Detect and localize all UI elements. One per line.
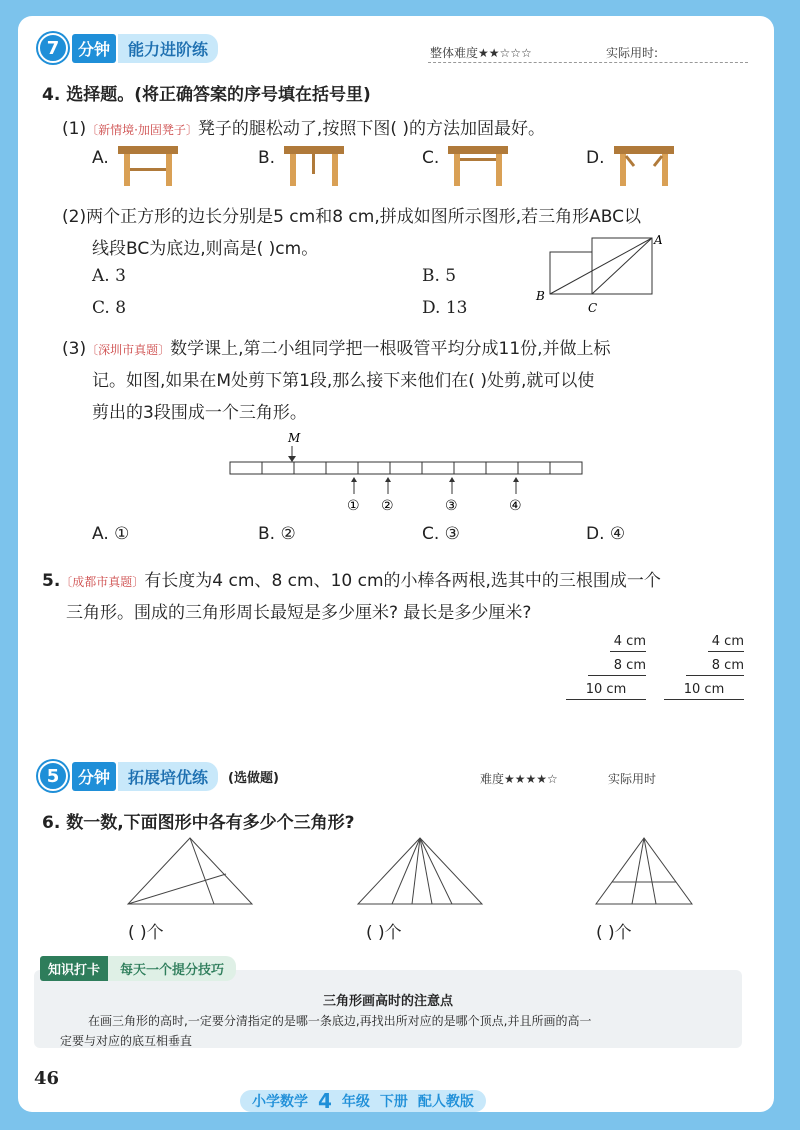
- q4-3-option-a[interactable]: A. ①: [92, 524, 130, 544]
- q4-3-option-d[interactable]: D. ④: [586, 524, 626, 544]
- straw-figure: [226, 428, 586, 514]
- section-title: 能力进阶练: [118, 34, 218, 63]
- q4-2-option-a[interactable]: A. 3: [92, 266, 126, 286]
- triangle-figure-1: [126, 836, 256, 908]
- question-5-line1: 5.〔成都市真题〕有长度为4 cm、8 cm、10 cm的小棒各两根,选其中的三根围成一个: [42, 571, 661, 591]
- mark-4: ④: [509, 498, 522, 514]
- q4-3-option-b[interactable]: B. ②: [258, 524, 296, 544]
- q4-2-option-b[interactable]: B. 5: [422, 266, 457, 286]
- grade-number: 4: [318, 1089, 332, 1113]
- q4-3-option-c[interactable]: C. ③: [422, 524, 460, 544]
- grade-unit: 年级: [341, 1094, 370, 1110]
- q4-3-line2: 记。如图,如果在M处剪下第1段,那么接下来他们在( )处剪,就可以使: [92, 371, 595, 391]
- tip-line1: 在画三角形的高时,一定要分清指定的是哪一条底边,再找出所对应的是哪个顶点,并且所画的高一: [88, 1014, 592, 1028]
- section-title: 拓展培优练: [118, 762, 218, 791]
- mark-3: ③: [445, 498, 458, 514]
- optional-note: (选做题): [228, 770, 279, 786]
- difficulty-rating: 难度★★★★☆: [480, 772, 558, 786]
- minutes-unit: 分钟: [72, 762, 116, 791]
- time-used-label: 实际用时: [608, 772, 657, 786]
- mark-2: ②: [381, 498, 394, 514]
- q4-2-option-c[interactable]: C. 8: [92, 298, 127, 318]
- source-tag: 〔新情境·加固凳子〕: [86, 123, 198, 137]
- q4-1-option-b[interactable]: B.: [258, 148, 276, 168]
- point-c-label: C: [588, 301, 598, 315]
- stick-4cm: 4 cm: [708, 634, 744, 652]
- stick-10cm: 10 cm: [664, 676, 744, 700]
- divider: [428, 62, 748, 63]
- answer-blank-1[interactable]: ( )个: [128, 923, 164, 943]
- stick-set-1: [566, 634, 646, 700]
- subject-label: 小学数学: [252, 1094, 308, 1110]
- question-6-title: 6. 数一数,下面图形中各有多少个三角形?: [42, 813, 355, 833]
- q4-2-line2: 线段BC为底边,则高是( )cm。: [92, 239, 319, 259]
- stick-4cm: 4 cm: [610, 634, 646, 652]
- tip-header: [40, 956, 236, 980]
- question-5-line2: 三角形。围成的三角形周长最短是多少厘米? 最长是多少厘米?: [66, 603, 532, 623]
- point-b-label: B: [536, 289, 545, 303]
- term-label: 下册: [379, 1094, 408, 1110]
- minutes-number: 5: [38, 761, 68, 791]
- minutes-unit: 分钟: [72, 34, 116, 63]
- book-info-bar: [240, 1090, 486, 1112]
- question-4-title: 4. 选择题。(将正确答案的序号填在括号里): [42, 85, 371, 105]
- stool-figure-d: [614, 142, 676, 188]
- q4-2-option-d[interactable]: D. 13: [422, 298, 468, 318]
- q4-2-line1: (2)两个正方形的边长分别是5 cm和8 cm,拼成如图所示图形,若三角形ABC以: [62, 207, 642, 227]
- q4-1-option-d[interactable]: D.: [586, 148, 605, 168]
- section-header-1: [38, 34, 218, 62]
- page-number: 46: [34, 1068, 60, 1089]
- stool-figure-c: [448, 142, 510, 188]
- source-tag: 〔成都市真题〕: [60, 575, 145, 589]
- q4-1-option-a[interactable]: A.: [92, 148, 109, 168]
- stool-figure-a: [118, 142, 180, 188]
- mark-1: ①: [347, 498, 360, 514]
- tip-subtitle: 每天一个提分技巧: [108, 956, 236, 981]
- tip-line2: 定要与对应的底互相垂直: [60, 1034, 193, 1048]
- difficulty-rating: 整体难度★★☆☆☆: [430, 46, 532, 60]
- cut-point-m-label: M: [288, 431, 301, 445]
- time-used-label: 实际用时:: [606, 46, 659, 60]
- minutes-number: 7: [38, 33, 68, 63]
- two-squares-figure: [530, 230, 670, 320]
- source-tag: 〔深圳市真题〕: [86, 343, 171, 357]
- q4-1-text: (1)〔新情境·加固凳子〕凳子的腿松动了,按照下图( )的方法加固最好。: [62, 119, 545, 139]
- triangle-figure-3: [594, 836, 694, 908]
- stool-figure-b: [284, 142, 346, 188]
- triangle-figure-2: [356, 836, 486, 908]
- q4-1-option-c[interactable]: C.: [422, 148, 440, 168]
- point-a-label: A: [654, 233, 663, 247]
- answer-blank-3[interactable]: ( )个: [596, 923, 632, 943]
- stick-set-2: [664, 634, 744, 700]
- edition-label: 配人教版: [417, 1094, 474, 1110]
- tip-title: 三角形画高时的注意点: [322, 994, 453, 1009]
- q4-3-line3: 剪出的3段围成一个三角形。: [92, 403, 307, 423]
- tip-label: 知识打卡: [40, 956, 108, 981]
- section-header-2: [38, 762, 279, 790]
- stick-10cm: 10 cm: [566, 676, 646, 700]
- q4-3-line1: (3)〔深圳市真题〕数学课上,第二小组同学把一根吸管平均分成11份,并做上标: [62, 339, 611, 359]
- stick-8cm: 8 cm: [588, 652, 646, 676]
- answer-blank-2[interactable]: ( )个: [366, 923, 402, 943]
- stick-8cm: 8 cm: [686, 652, 744, 676]
